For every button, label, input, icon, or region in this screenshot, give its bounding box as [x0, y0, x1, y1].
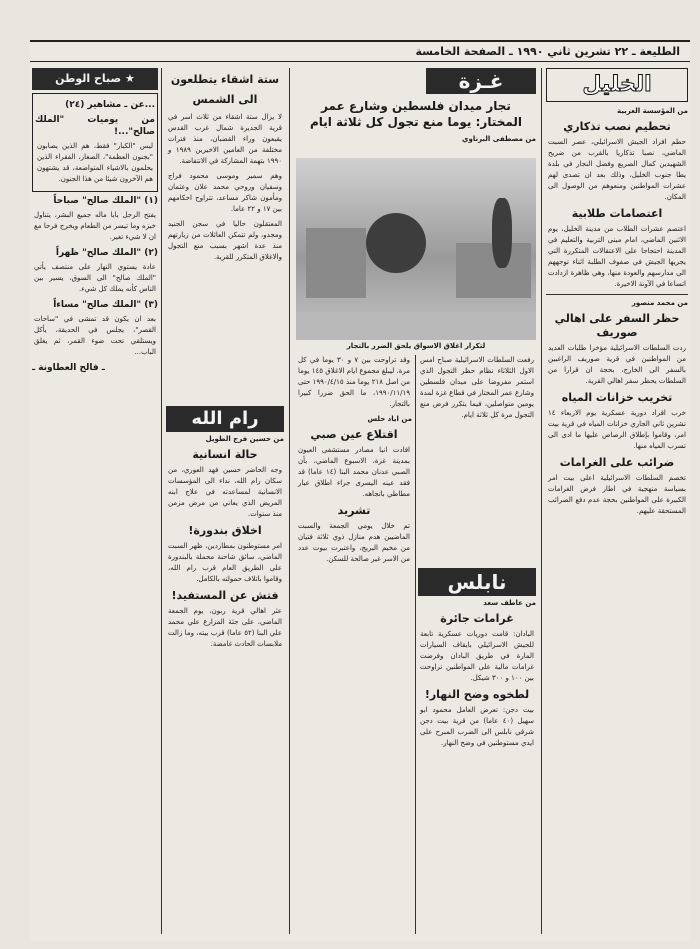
ramallah-sub-2: اخلاق بندورة!: [188, 524, 262, 537]
sabah-s1-body: يفتح الرجل بابا ماله جميع البشر، يتناول خبزه وما تيسر من الطعام ويخرج فرحا مع ان لا شيء تغير.: [34, 211, 156, 241]
hebron-body-5: تخصم السلطات الاسرائيلية اعلى بيت امر بسياسة منهجية في اطار فرض الغرامات الكبيرة على المواطنين بحجة عدم دفع الضرائب المستحقة عليهم.: [548, 474, 686, 515]
sabah-intro-body: ليس "الكبار" فقط، هم الذين يصابون "بجنون العظمة"، الصغار، الفقراء الذين يحلمون بالاشياء المتواضعة، قد يشتهون هم الآخرون شيئا من هذا الجنون.: [37, 142, 153, 183]
hebron-headline: تحطيم نصب تذكاري: [563, 120, 671, 133]
gaza-header-block: [296, 68, 536, 158]
hebron-sub-1: اعتصامات طلابية: [571, 207, 663, 220]
sabah-intro-title: ...عن ـ مشاهير (٢٤): [65, 100, 155, 110]
ramallah-banner: رام الله: [166, 406, 284, 432]
ramallah-body-2: امر مستوطنون بمطاردين، ظهر السبت الماضي، سائق شاحنة محملة بالبندورة على الطريق العام قرب رام الله، وقاموا باتلاف حمولته بالكامل.: [168, 542, 282, 583]
ramallah-body-3: عثر اهالي قرية ربون، يوم الجمعة الماضي، على جثة المزارع علي محمد علي البنا (٥٢ عاما) قرب بيته، وما زالت ملابسات الحادث غامضة.: [168, 607, 282, 648]
hebron-kicker: من المؤسسة العربية: [617, 107, 688, 115]
hebron-banner: الخليل: [582, 72, 652, 97]
hebron-sub-4: ضرائب على الغرامات: [559, 456, 675, 469]
gaza-headline: تجار ميدان فلسطين وشارع عمر المختار: يوما منع تجول كل ثلاثة ايام: [309, 99, 523, 129]
gaza-banner: غـزة: [426, 68, 536, 94]
column-ramallah: [166, 406, 284, 934]
sabah-banner: [32, 68, 158, 90]
brothers-body-3: المعتقلون حاليا في سجن الجنيد ومجدو، ولم تتمكن العائلات من زيارتهم منذ عدة اشهر بسبب منع التجول والاغلاق المتكرر للقرية.: [168, 220, 282, 261]
column-nablus: [418, 568, 536, 934]
gaza-body-1: رفعت السلطات الاسرائيلية صباح امس الاول الثلاثاء نظام حظر التجول الذي استمر مفروضا على ميدان فلسطين وشارع عمر المختار في قطاع غزة لمدة يومين متواصلين، فيما يتكرر فرض منع التجول مرة كل ثلاثة ايام.: [420, 356, 534, 419]
column-hebron: [546, 68, 688, 934]
gaza-body-4: تم خلال يومي الجمعة والسبت الماضيين هدم منازل ذوي ثلاثة فتيان من مخيم البريج، واعتبرت بيوت عدد من الاسر غير صالحة للسكن.: [298, 522, 410, 563]
hebron-body-2: اعتصم عشرات الطلاب من مدينة الخليل، يوم الاثنين الماضي، امام مبنى التربية والتعليم في المدينة احتجاجا على الاعتقالات المتكررة التي يجريها الجيش في صفوف الطلبة اثناء توجههم الى مدارسهم والعودة منها، وهي ظاهرة ازدادت اتساعا في الآونة الاخيرة.: [548, 225, 686, 288]
nablus-sub-1: غرامات جائرة: [440, 612, 514, 625]
brothers-headline-2: الى الشمس: [192, 93, 258, 106]
gaza-col-a: [418, 355, 536, 565]
sabah-s2-body: عادة يستوي النهار على منتصف يأتي "الملك صالح" الى السوق، يسير بين الناس كأنه يملك كل شيء.: [34, 263, 156, 293]
street-photo: [296, 158, 536, 340]
nablus-byline: من عاطف سعد: [483, 599, 536, 607]
gaza-sub-2: تشريد: [337, 504, 371, 517]
sabah-intro-sub: من يوميات "الملك صالح"...!: [35, 115, 155, 137]
sabah-intro-box: [32, 93, 158, 192]
gaza-byline-2: من اياد حلس: [367, 415, 412, 423]
newspaper-page: [30, 40, 690, 942]
hebron-sub-2: حظر السفر على اهالي صوريف: [554, 312, 680, 339]
sabah-s1-title: (١) "الملك صالح" صباحاً: [53, 196, 158, 206]
gaza-body-2: وقد تراوحت بين ٧ و ٣٠ يوما في كل مرة. ليبلغ مجموع ايام الاغلاق ١٤٥ يوما من اصل ٢١٨ يوما منذ ١٩٩٠/٤/١٥ حتى ١٩٩٠/١١/١٩، ما الحق ضررا كبيرا بالتجار.: [298, 356, 411, 408]
hebron-banner-box: [546, 68, 688, 102]
column-brothers: [166, 68, 284, 402]
photo-caption: لتكرار اغلاق الاسواق يلحق الضرر بالتجار: [346, 342, 486, 350]
ramallah-body-1: وجه الحاضر حسين فهد العوري، من سكان رام الله، نداء الى المؤسسات الانسانية لمساعدته في علاج ابنه المريض الذي يعاني من مرض مزمن منذ سنوات.: [168, 466, 282, 518]
sabah-signoff: ـ فالح العطاونة ـ: [32, 363, 105, 373]
sabah-s3-title: (٣) "الملك صالح" مساءاً: [53, 300, 158, 310]
sabah-s2-title: (٢) "الملك صالح" ظهراً: [55, 248, 158, 258]
brothers-headline-1: ستة اشقاء يتطلعون: [170, 73, 280, 86]
ramallah-byline: من حسين فرج الطويل: [205, 435, 284, 443]
edition-line: الطليعة ـ ٢٢ تشرين ثاني ١٩٩٠ ـ الصفحة الخامسة: [415, 45, 680, 58]
brothers-body-2: وهم سمير وموسى محمود فراج وسفيان وروحي محمد علان وعثمان ومأمون شاكر مساعد، تتراوح احكامهم بين ١٧ و ٢٢ عاما.: [168, 172, 282, 213]
hebron-sub-3: تخريب خزانات المياه: [561, 391, 673, 404]
hebron-body-1: حطم افراد الجيش الاسرائيلي، عصر السبت الماضي، نصبا تذكاريا بالقرب من ضريح الشهيدين كمال الصريع وفضل النجار في بلدة يطا جنوب الخليل، وذلك بعد ان تصدى لهم عشرات المواطنين ومنعوهم من الوصول الى المكان.: [548, 138, 686, 201]
ramallah-sub-3: فتش عن المستفيد!: [171, 589, 279, 602]
hebron-byline-2: من محمد منصور: [631, 299, 688, 307]
hebron-body-3: ردت السلطات الاسرائيلية مؤخرا طلبات العديد من المواطنين في قرية صوريف الراغبين بالسفر الى الخارج، بحجة ان قرارا من السلطات يحظر سفر اهالي القرية.: [548, 344, 686, 385]
nablus-banner: نابلس: [418, 568, 536, 596]
gaza-byline: من مصطفى البرناوي: [462, 135, 536, 143]
star-icon: ★: [121, 72, 135, 85]
gaza-sub-1: اقتلاع عين صبي: [310, 428, 398, 441]
hebron-body-4: خرب افراد دورية عسكرية يوم الاربعاء ١٤ تشرين ثاني الجاري خزانات المياه في قرية بيت امر، وقاموا بإطلاق الرصاص عليها ما ادى الى تسرب المياه منها.: [548, 409, 686, 450]
gaza-body-3: افادت انبا مصادر مستشفى العيون بمدينة غزة، الاسبوع الماضي، بأن الصبي عدنان محمد البنا (١٤ عاما) قد فقد عينه اليسرى جراء اطلاق عيار مطاطي باتجاهه.: [298, 446, 410, 498]
nablus-body-1: البادان: قامت دوريات عسكرية تابعة للجيش الاسرائيلي بايقاف السيارات المارة في طريق البادان وفرضت غرامات مالية على المواطنين تراوحت بين ١٠٠ و ٣٠٠ شيكل.: [420, 630, 534, 682]
nablus-sub-2: لطخوه وضح النهار!: [424, 688, 530, 701]
sabah-s3-body: بعد ان يكون قد تمشى في "ساحات القصر"، يجلس في الحديقة، يأكل ويستلقي تحت ضوء القمر، ثم يغلق الباب...: [34, 315, 156, 356]
sabah-banner-text: صباح الوطن: [55, 72, 122, 85]
gaza-col-b: [296, 355, 412, 565]
column-sabah: [32, 68, 158, 934]
brothers-body-1: لا يزال ستة اشقاء من ثلاث اسر في قرية الجديرة شمال غرب القدس يقبعون وراء القضبان، منذ فترات مختلفة من العامين الاخيرين ١٩٨٩ و ١٩٩٠ بتهمة المشاركة في الانتفاضة.: [168, 113, 283, 165]
ramallah-sub-1: حالة انسانية: [192, 448, 258, 461]
nablus-body-2: بيت دجن: تعرض العامل محمود ابو سهيل (٤٠ عاما) من قرية بيت دجن شرقي نابلس الى الضرب المبرح على ايدي مستوطنين في وضح النهار.: [420, 706, 534, 747]
page-header-line: [30, 40, 690, 62]
